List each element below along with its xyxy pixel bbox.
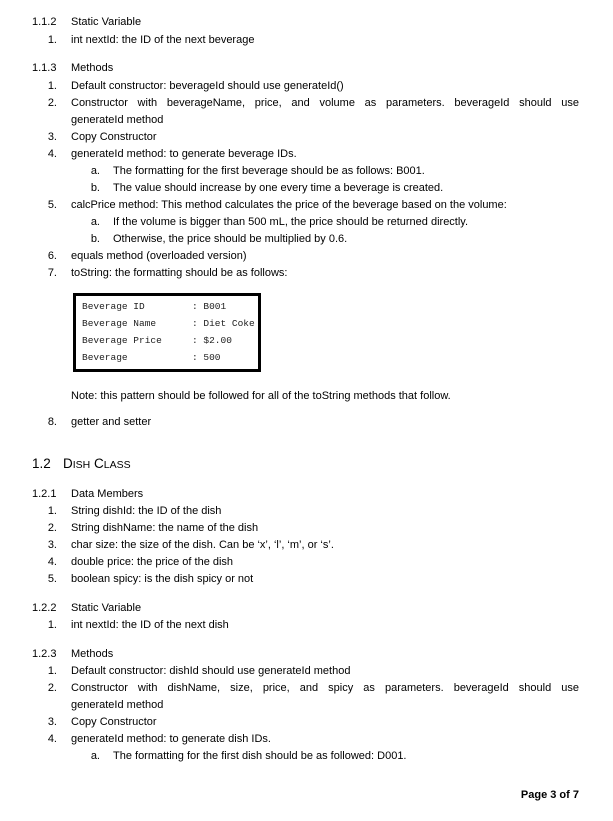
list-item: Copy Constructor	[71, 131, 157, 143]
sample-value: : B001	[192, 301, 227, 312]
list-number: 2.	[47, 522, 57, 534]
list-number: 1.	[47, 505, 57, 517]
list-number: 5.	[47, 199, 57, 211]
list-number: 6.	[47, 250, 57, 262]
list-item: generateId method: to generate beverage IDs.	[71, 148, 297, 160]
section-title: Data Members	[71, 488, 144, 500]
section-number: 1.2.3	[32, 648, 57, 660]
list-number: 2.	[47, 97, 57, 109]
sublist-letter: a.	[90, 750, 100, 762]
section-number: 1.2.1	[32, 488, 57, 500]
list-item: char size: the size of the dish. Can be ‘x’, ‘l’, ‘m’, or ‘s’.	[71, 539, 334, 551]
sublist-item: If the volume is bigger than 500 mL, the price should be returned directly.	[113, 216, 469, 228]
list-number: 3.	[47, 716, 57, 728]
list-item: toString: the formatting should be as follows:	[71, 267, 288, 279]
list-item: Constructor with beverageName, price, and volume as parameters. beverageId should use	[71, 97, 579, 109]
list-item-continuation: generateId method	[71, 114, 164, 126]
sublist-item: The formatting for the first beverage should be as follows: B001.	[113, 165, 425, 177]
list-item: Default constructor: beverageId should use generateId()	[71, 80, 344, 92]
list-number: 7.	[47, 267, 57, 279]
list-number: 4.	[47, 556, 57, 568]
sublist-letter: a.	[90, 165, 100, 177]
list-item: Default constructor: dishId should use generateId method	[71, 665, 351, 677]
list-item: getter and setter	[71, 416, 152, 428]
list-item: String dishId: the ID of the dish	[71, 505, 222, 517]
list-number: 3.	[47, 131, 57, 143]
list-item: int nextId: the ID of the next beverage	[71, 34, 255, 46]
list-item: boolean spicy: is the dish spicy or not	[71, 573, 254, 585]
list-number: 4.	[47, 148, 57, 160]
sublist-item: Otherwise, the price should be multiplied by 0.6.	[113, 233, 348, 245]
sublist-letter: b.	[90, 233, 100, 245]
section-number: 1.1.2	[32, 16, 57, 28]
sample-label: Beverage Price	[82, 335, 162, 346]
sample-value: : $2.00	[192, 335, 232, 346]
section-number: 1.1.3	[32, 62, 57, 74]
section-number: 1.2.2	[32, 602, 57, 614]
sublist-letter: a.	[90, 216, 100, 228]
sublist-item: The formatting for the first dish should be as followed: D001.	[113, 750, 407, 762]
section-title: Static Variable	[71, 16, 142, 28]
list-item: equals method (overloaded version)	[71, 250, 247, 262]
list-number: 5.	[47, 573, 57, 585]
note-text: Note: this pattern should be followed for all of the toString methods that follow.	[71, 390, 451, 402]
list-item: calcPrice method: This method calculates the price of the beverage based on the volume:	[71, 199, 507, 211]
list-item: double price: the price of the dish	[71, 556, 234, 568]
list-item: generateId method: to generate dish IDs.	[71, 733, 271, 745]
sample-label: Beverage Name	[82, 318, 157, 329]
sample-value: : 500	[192, 352, 221, 363]
list-number: 1.	[47, 665, 57, 677]
sample-value: : Diet Coke	[192, 318, 255, 329]
heading-title: DISH CLASS	[63, 456, 131, 471]
sample-label: Beverage ID	[82, 301, 145, 312]
list-number: 8.	[47, 416, 57, 428]
list-item: int nextId: the ID of the next dish	[71, 619, 229, 631]
section-title: Methods	[71, 62, 114, 74]
sample-label: Beverage	[82, 352, 128, 363]
list-item: String dishName: the name of the dish	[71, 522, 259, 534]
list-number: 4.	[47, 733, 57, 745]
list-number: 1.	[47, 80, 57, 92]
heading-number: 1.2	[32, 456, 51, 471]
page-number: Page 3 of 7	[520, 789, 579, 801]
tostring-sample-box	[73, 293, 261, 372]
list-number: 1.	[47, 34, 57, 46]
list-number: 2.	[47, 682, 57, 694]
list-item: Constructor with dishName, size, price, and spicy as parameters. beverageId should use	[71, 682, 579, 694]
section-title: Static Variable	[71, 602, 142, 614]
sublist-letter: b.	[90, 182, 100, 194]
list-number: 1.	[47, 619, 57, 631]
section-title: Methods	[71, 648, 114, 660]
list-number: 3.	[47, 539, 57, 551]
list-item-continuation: generateId method	[71, 699, 164, 711]
sublist-item: The value should increase by one every time a beverage is created.	[113, 182, 444, 194]
list-item: Copy Constructor	[71, 716, 157, 728]
